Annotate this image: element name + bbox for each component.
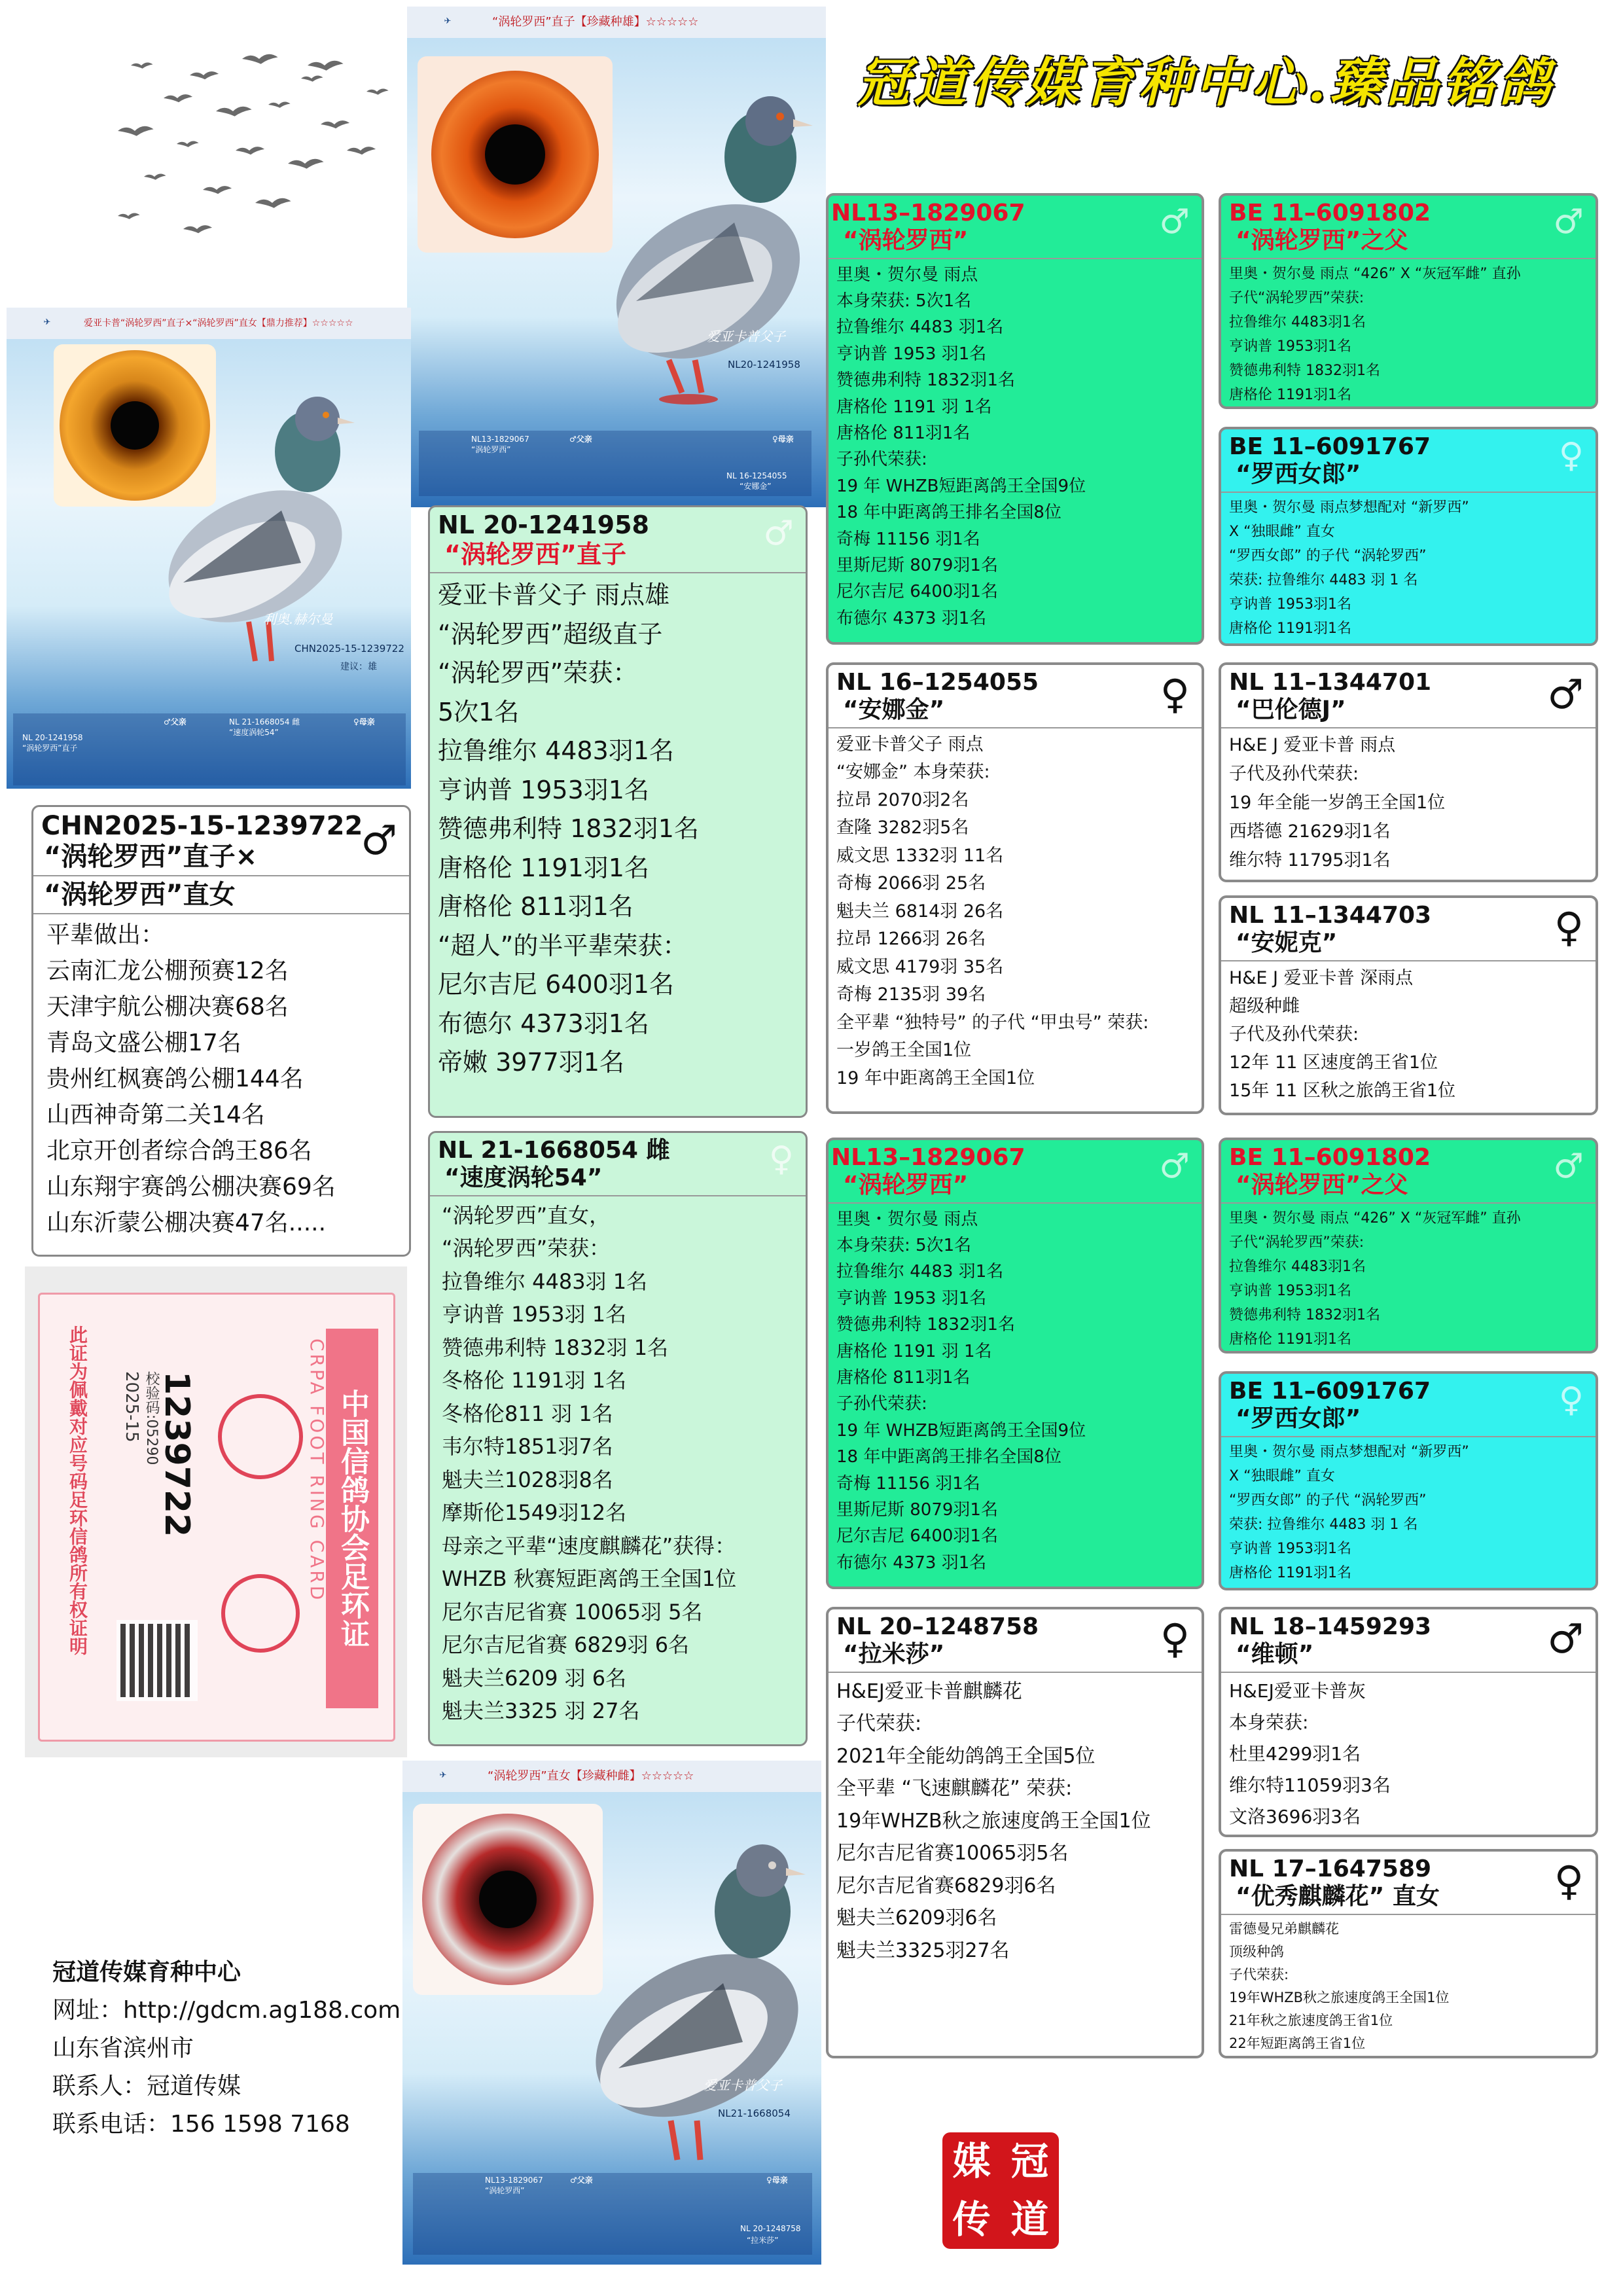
granddam-2-name: “拉米莎” — [843, 1641, 945, 1668]
achievement-line: 唐格伦 1191羽1名 — [438, 853, 649, 882]
strip-sire-ring: NL13-1829067 — [485, 2176, 543, 2185]
achievement-line: 亨讷普 1953羽1名 — [1229, 338, 1351, 355]
dam-name: “速度涡轮54” — [444, 1164, 603, 1192]
achievement-line: 里奥・贺尔曼 雨点 “426” X “灰冠军雌” 直孙 — [1229, 1210, 1521, 1227]
male-icon: ♂ — [361, 816, 397, 864]
achievement-line: 冬格伦 1191羽 1名 — [442, 1368, 627, 1393]
achievement-line: H&E J 爱亚卡普 深雨点 — [1229, 967, 1414, 988]
bird-silhouette — [118, 213, 140, 219]
achievement-line: 奇梅 11156 羽1名 — [836, 529, 980, 549]
achievement-line: 亨讷普 1953 羽1名 — [836, 344, 987, 364]
achievement-line: 唐格伦 811羽1名 — [438, 892, 633, 922]
achievement-line: 里奥・贺尔曼 雨点梦想配对 “新罗西” — [1229, 1443, 1469, 1460]
achievement-line: 顶级种鸽 — [1229, 1943, 1284, 1960]
bird-silhouette — [347, 147, 376, 154]
contact-block — [52, 1954, 401, 2144]
photo-pedigree-strip — [413, 2173, 812, 2255]
achievement-line: 19 年中距离鸽王全国1位 — [836, 1067, 1035, 1088]
contact-title: 冠道传媒育种中心 — [52, 1959, 241, 1986]
achievement-line: 唐格伦 1191羽1名 — [1229, 386, 1351, 403]
achievement-line: 本身荣获: 5次1名 — [836, 1235, 972, 1255]
contact-website[interactable]: 网址：http://gdcm.ag188.com — [52, 1997, 401, 2024]
ggd4-achievements — [1229, 1918, 1588, 2055]
achievement-line: 山东翔宇赛鸽公棚决赛69名 — [46, 1174, 336, 1200]
bird-silhouette — [366, 89, 389, 95]
ggs2-name: “巴伦德J” — [1236, 696, 1346, 724]
strip-sire-ring: NL 20-1241958 — [22, 733, 83, 742]
achievement-line: 亨讷普 1953 羽1名 — [836, 1288, 987, 1308]
bird-silhouette — [301, 76, 323, 82]
sire-ring: NL 20-1241958 — [438, 511, 649, 539]
contact-address: 山东省滨州市 — [52, 2035, 194, 2062]
achievement-line: “涡轮罗西”直女， — [442, 1202, 611, 1228]
achievement-line: 2021年全能幼鸽鸽王全国5位 — [836, 1744, 1096, 1768]
achievement-line: 唐格伦 1191羽1名 — [1229, 1564, 1351, 1581]
achievement-line: 本身荣获: 5次1名 — [836, 291, 972, 311]
cert-title-en: CRPA FOOT RING CARD — [306, 1338, 328, 1603]
achievement-line: 云南汇龙公棚预赛12名 — [46, 958, 289, 984]
achievement-line: 子代“涡轮罗西”荣获: — [1229, 1234, 1364, 1251]
photo-card-top — [407, 7, 826, 507]
male-icon: ♂ — [1159, 202, 1190, 242]
pigeon-illustration — [573, 1833, 821, 2173]
cert-year: 2025-15 — [122, 1371, 141, 1443]
achievement-line: 拉鲁维尔 4483 羽1名 — [836, 317, 1004, 338]
female-icon: ♀ — [1558, 436, 1584, 475]
achievement-line: 唐格伦 811羽1名 — [836, 423, 971, 444]
bird-silhouette — [268, 102, 291, 108]
strip-dam-ring: NL 20-1248758 — [740, 2224, 801, 2233]
ggd3-achievements — [1229, 1440, 1588, 1585]
achievement-line: 唐格伦 1191 羽 1名 — [836, 1341, 992, 1361]
grandsire-name: “涡轮罗西” — [843, 227, 969, 255]
flying-birds-decoration — [92, 52, 419, 255]
achievement-line: 19年WHZB秋之旅速度鸽王全国1位 — [836, 1809, 1151, 1833]
brand-logo: ✈ — [444, 16, 452, 26]
great-grandsire-card — [1219, 193, 1598, 409]
female-icon: ♀ — [1160, 1615, 1190, 1662]
achievement-line: 尼尔吉尼 6400羽1名 — [836, 582, 998, 602]
achievement-line: 全平辈 “独特号” 的子代 “甲虫号” 荣获: — [836, 1012, 1149, 1033]
achievement-line: 尼尔吉尼省赛10065羽5名 — [836, 1842, 1069, 1865]
achievement-line: 魁夫兰 6814羽 26名 — [836, 901, 1004, 922]
strip-dam-name: “速度涡轮54” — [229, 728, 279, 737]
bird-silhouette — [321, 120, 349, 128]
achievement-line: 里斯尼斯 8079羽1名 — [836, 556, 998, 576]
achievement-line: 亨讷普 1953羽1名 — [1229, 1282, 1351, 1299]
ggd4-card — [1219, 1849, 1598, 2058]
achievement-line: 尼尔吉尼 6400羽1名 — [836, 1526, 998, 1547]
strip-dam-tag: ♀母亲 — [353, 717, 375, 726]
photo-ring-number: NL21-1668054 — [718, 2108, 791, 2119]
granddam-achievements — [836, 731, 1194, 1093]
achievement-line: 尼尔吉尼省赛 10065羽 5名 — [442, 1599, 703, 1624]
achievement-line: 唐格伦 1191羽1名 — [1229, 1331, 1351, 1348]
strip-sire-tag: ♂父亲 — [570, 2176, 593, 2185]
photo-header: ✈ “涡轮罗西”直子【珍藏种雄】☆☆☆☆☆ — [407, 7, 826, 38]
achievement-line: 21年秋之旅速度鸽王省1位 — [1229, 2012, 1393, 2028]
ggd-ring: BE 11–6091767 — [1229, 433, 1431, 460]
ggs4-name: “维顿” — [1236, 1641, 1314, 1668]
ggs2-achievements — [1229, 731, 1588, 875]
grandsire-2-card — [826, 1138, 1204, 1589]
achievement-line: 赞德弗利特 1832羽1名 — [836, 370, 1015, 391]
ggd4-name: “优秀麒麟花” 直女 — [1236, 1883, 1440, 1910]
grandsire-2-achievements — [836, 1206, 1194, 1577]
strip-sire-ring: NL13-1829067 — [471, 435, 529, 444]
ggs2-ring: NL 11–1344701 — [1229, 669, 1432, 696]
achievement-line: 里奥・贺尔曼 雨点 “426” X “灰冠军雌” 直孙 — [1229, 265, 1521, 282]
achievement-line: 子孙代荣获: — [836, 450, 927, 470]
achievement-line: 拉昂 1266羽 26名 — [836, 929, 986, 950]
achievement-line: 尼尔吉尼省赛 6829羽 6名 — [442, 1632, 690, 1658]
photo-ring-number: NL20-1241958 — [728, 359, 800, 370]
achievement-line: 拉鲁维尔 4483 羽1名 — [836, 1262, 1004, 1282]
ggd3-ring: BE 11–6091767 — [1229, 1378, 1431, 1405]
achievement-line: H&E J 爱亚卡普 雨点 — [1229, 734, 1396, 755]
ggs-achievements — [1229, 262, 1588, 407]
crpa-logo-1 — [218, 1394, 303, 1479]
achievement-line: 天津宇航公棚决赛68名 — [46, 994, 289, 1020]
achievement-line: 贵州红枫赛鸽公棚144名 — [46, 1066, 304, 1092]
bird-silhouette — [288, 159, 324, 169]
achievement-line: 威文思 1332羽 11名 — [836, 845, 1004, 866]
ggs-ring: BE 11–6091802 — [1229, 200, 1431, 226]
achievement-line: 奇梅 2135羽 39名 — [836, 984, 986, 1005]
achievement-line: 摩斯伦1549羽12名 — [442, 1500, 627, 1526]
offspring-name-2: “涡轮罗西”直女 — [44, 880, 236, 910]
sire-name: “涡轮罗西”直子 — [444, 539, 626, 569]
ggd-name: “罗西女郎” — [1236, 461, 1361, 488]
bird-silhouette — [216, 107, 252, 117]
grandsire-card — [826, 193, 1204, 645]
achievement-line: 爱亚卡普父子 雨点雄 — [438, 581, 670, 610]
granddam-card — [826, 662, 1204, 1114]
ggd3-name: “罗西女郎” — [1236, 1405, 1361, 1433]
male-icon: ♂ — [1159, 1147, 1190, 1186]
achievement-line: 尼尔吉尼 6400羽1名 — [438, 970, 674, 999]
achievement-line: 唐格伦 1191羽1名 — [1229, 620, 1351, 637]
watermark-text: 利奥.赫尔曼 — [263, 611, 333, 627]
achievement-line: 19 年全能一岁鸽王全国1位 — [1229, 792, 1446, 813]
photo-header: ✈ 爱亚卡普“涡轮罗西”直子×“涡轮罗西”直女【鼎力推荐】☆☆☆☆☆ — [7, 308, 411, 339]
achievement-line: 子代荣获: — [1229, 1966, 1289, 1982]
sire-card — [428, 505, 808, 1118]
foot-ring-certificate — [25, 1266, 407, 1757]
achievement-line: 15年 11 区秋之旅鸽王省1位 — [1229, 1080, 1456, 1101]
achievement-line: 冬格伦811 羽 1名 — [442, 1401, 613, 1426]
achievement-line: 12年 11 区速度鸽王省1位 — [1229, 1052, 1438, 1073]
achievement-line: 唐格伦 1191 羽 1名 — [836, 397, 992, 417]
achievement-line: 杜里4299羽1名 — [1229, 1742, 1361, 1765]
achievement-line: 唐格伦 811羽1名 — [836, 1368, 971, 1388]
achievement-line: 魁夫兰6209羽6名 — [836, 1907, 997, 1930]
achievement-line: 拉鲁维尔 4483羽1名 — [1229, 1258, 1366, 1275]
strip-dam-tag: ♀母亲 — [766, 2176, 788, 2185]
achievement-line: 青岛文盛公棚17名 — [46, 1030, 241, 1056]
achievement-line: 威文思 4179羽 35名 — [836, 956, 1004, 977]
ggs-name: “涡轮罗西”之父 — [1236, 227, 1408, 255]
watermark-text: 爱亚卡普父子 — [707, 329, 785, 344]
bird-silhouette — [144, 174, 166, 180]
achievement-line: 子孙代荣获: — [836, 1394, 927, 1414]
granddam-ring: NL 16–1254055 — [836, 669, 1039, 696]
bird-silhouette — [183, 225, 212, 233]
achievement-line: 赞德弗利特 1832羽1名 — [836, 1315, 1015, 1335]
granddam-name: “安娜金” — [843, 696, 945, 724]
achievement-line: “超人”的半平辈荣获： — [438, 931, 688, 960]
offspring-ring: CHN2025-15-1239722 — [41, 811, 363, 841]
bird-silhouette — [242, 54, 278, 64]
achievement-line: 超级种雌 — [1229, 996, 1300, 1016]
achievement-line: 布德尔 4373羽1名 — [438, 1009, 649, 1038]
achievement-line: 维尔特11059羽3名 — [1229, 1774, 1391, 1796]
achievement-line: 文洛3696羽3名 — [1229, 1805, 1361, 1827]
achievement-line: 布德尔 4373 羽1名 — [836, 1552, 987, 1573]
bird-silhouette — [255, 198, 291, 208]
photo-card-left — [7, 308, 411, 789]
ggd2-name: “安妮克” — [1236, 929, 1338, 957]
bird-silhouette — [131, 63, 153, 69]
bird-silhouette — [190, 71, 219, 79]
achievement-line: 查隆 3282羽5名 — [836, 817, 969, 838]
achievement-line: 本身荣获: — [1229, 1711, 1309, 1733]
strip-sire-name: “涡轮罗西”直子 — [22, 744, 78, 753]
granddam-2-achievements — [836, 1676, 1194, 1967]
ggs4-achievements — [1229, 1676, 1588, 1833]
bird-silhouette — [118, 126, 154, 136]
pigeon-illustration — [157, 386, 386, 674]
achievement-line: “罗西女郎” 的子代 “涡轮罗西” — [1229, 1492, 1427, 1509]
strip-sire-name: “涡轮罗西” — [485, 2186, 525, 2195]
achievement-line: 维尔特 11795羽1名 — [1229, 850, 1391, 870]
cert-title-cn: 中国信鸽协会足环证 — [326, 1329, 378, 1708]
offspring-achievements — [41, 917, 401, 1241]
achievement-line: 帝嫩 3977羽1名 — [438, 1048, 624, 1077]
achievement-line: 子代“涡轮罗西”荣获: — [1229, 289, 1364, 306]
achievement-line: 爱亚卡普父子 雨点 — [836, 734, 984, 755]
ggd2-card — [1219, 895, 1598, 1115]
achievement-line: 奇梅 2066羽 25名 — [836, 873, 986, 894]
achievement-line: 19 年 WHZB短距离鸽王全国9位 — [836, 476, 1086, 496]
achievement-line: 荣获: 拉鲁维尔 4483 羽 1 名 — [1229, 1516, 1418, 1533]
achievement-line: “涡轮罗西”超级直子 — [438, 619, 663, 649]
strip-dam-ring: NL 16-1254055 — [726, 471, 787, 480]
achievement-line: X “独眼雌” 直女 — [1229, 1467, 1335, 1484]
dam-achievements — [438, 1199, 798, 1728]
achievement-line: 尼尔吉尼省赛6829羽6名 — [836, 1874, 1056, 1897]
red-seal-stamp: 媒 冠 传 道 — [942, 2132, 1059, 2249]
achievement-line: 平辈做出： — [46, 922, 165, 948]
strip-dam-tag: ♀母亲 — [772, 435, 794, 444]
achievement-line: 拉鲁维尔 4483羽1名 — [438, 736, 674, 766]
cert-side-text: 此证为佩戴对应号码足环信鸽所有权证明 — [67, 1325, 88, 1655]
dam-card — [428, 1131, 808, 1746]
ggd2-achievements — [1229, 964, 1588, 1105]
achievement-line: 里奥・贺尔曼 雨点 — [836, 1209, 978, 1229]
achievement-line: 22年短距离鸽王省1位 — [1229, 2035, 1366, 2051]
bird-silhouette — [177, 141, 199, 147]
achievement-line: 雷德曼兄弟麒麟花 — [1229, 1920, 1339, 1937]
contact-phone: 联系电话：156 1598 7168 — [52, 2111, 350, 2138]
achievement-line: 山东沂蒙公棚决赛47名..... — [46, 1210, 327, 1236]
male-icon: ♂ — [1547, 1615, 1584, 1662]
brand-logo: ✈ — [439, 1770, 447, 1780]
photo-note: 建议：雄 — [340, 662, 377, 672]
bird-silhouette — [308, 61, 344, 71]
male-icon: ♂ — [763, 514, 794, 553]
achievement-line: 子代及孙代荣获: — [1229, 763, 1359, 784]
achievement-line: 亨讷普 1953羽 1名 — [442, 1302, 627, 1327]
achievement-line: 赞德弗利特 1832羽 1名 — [442, 1335, 669, 1360]
achievement-line: 19年WHZB秋之旅速度鸽王全国1位 — [1229, 1989, 1450, 2005]
sire-achievements — [438, 576, 798, 1083]
ggs3-name: “涡轮罗西”之父 — [1236, 1172, 1408, 1199]
ggs4-ring: NL 18–1459293 — [1229, 1613, 1432, 1640]
achievement-line: WHZB 秋赛短距离鸽王全国1位 — [442, 1566, 737, 1592]
achievement-line: “涡轮罗西”荣获： — [442, 1236, 611, 1261]
achievement-line: 子代荣获: — [836, 1712, 922, 1736]
achievement-line: H&EJ爱亚卡普灰 — [1229, 1679, 1366, 1702]
achievement-line: “罗西女郎” 的子代 “涡轮罗西” — [1229, 547, 1427, 564]
grandsire-2-ring: NL13–1829067 — [831, 1144, 1026, 1171]
achievement-line: 子代及孙代荣获: — [1229, 1024, 1359, 1045]
achievement-line: 18 年中距离鸽王排名全国8位 — [836, 503, 1061, 523]
ggs3-card — [1219, 1138, 1598, 1354]
watermark-text: 爱亚卡普父子 — [704, 2077, 782, 2093]
achievement-line: 山西神奇第二关14名 — [46, 1102, 265, 1128]
male-icon: ♂ — [1553, 202, 1584, 242]
achievement-line: “安娜金” 本身荣获: — [836, 762, 990, 783]
achievement-line: 亨讷普 1953羽1名 — [438, 775, 649, 804]
female-icon: ♀ — [1558, 1380, 1584, 1420]
granddam-2-card — [826, 1607, 1204, 2058]
ggs4-card — [1219, 1607, 1598, 1837]
achievement-line: 赞德弗利特 1832羽1名 — [1229, 1306, 1380, 1323]
eye-photo — [418, 56, 613, 253]
crpa-logo-2 — [221, 1574, 300, 1653]
achievement-line: 全平辈 “飞速麒麟花” 荣获: — [836, 1777, 1073, 1801]
brand-logo: ✈ — [43, 317, 51, 327]
strip-sire-tag: ♂父亲 — [164, 717, 187, 726]
achievement-line: 拉鲁维尔 4483羽1名 — [1229, 314, 1366, 331]
female-icon: ♀ — [1160, 670, 1190, 718]
achievement-line: X “独眼雌” 直女 — [1229, 523, 1335, 540]
ggd3-card — [1219, 1371, 1598, 1590]
achievement-line: “涡轮罗西”荣获： — [438, 658, 638, 688]
grandsire-ring: NL13–1829067 — [831, 200, 1026, 226]
achievement-line: 里奥・贺尔曼 雨点梦想配对 “新罗西” — [1229, 499, 1469, 516]
achievement-line: 魁夫兰3325羽27名 — [836, 1939, 1010, 1962]
photo-pedigree-strip — [13, 713, 406, 785]
achievement-line: 拉昂 2070羽2名 — [836, 789, 969, 810]
cert-code: 校验码:05290 — [143, 1371, 160, 1465]
achievement-line: 18 年中距离鸽王排名全国8位 — [836, 1447, 1061, 1467]
bird-silhouette — [236, 147, 264, 154]
female-icon: ♀ — [768, 1139, 794, 1179]
achievement-line: H&EJ爱亚卡普麒麟花 — [836, 1679, 1022, 1703]
achievement-line: 里斯尼斯 8079羽1名 — [836, 1500, 998, 1520]
grandsire-2-name: “涡轮罗西” — [843, 1172, 969, 1199]
male-icon: ♂ — [1547, 670, 1584, 718]
achievement-line: 布德尔 4373 羽1名 — [836, 608, 987, 628]
bird-silhouette — [203, 186, 232, 194]
offspring-name-1: “涡轮罗西”直子× — [44, 842, 258, 872]
achievement-line: 北京开创者综合鸽王86名 — [46, 1138, 312, 1164]
achievement-line: 奇梅 11156 羽1名 — [836, 1473, 980, 1494]
ggd4-ring: NL 17–1647589 — [1229, 1856, 1432, 1882]
achievement-line: 赞德弗利特 1832羽1名 — [438, 814, 699, 844]
photo-card-bottom — [402, 1761, 821, 2265]
female-icon: ♀ — [1554, 1857, 1584, 1905]
grandsire-achievements — [836, 262, 1194, 632]
achievement-line: 19 年 WHZB短距离鸽王全国9位 — [836, 1420, 1086, 1441]
ggs3-ring: BE 11–6091802 — [1229, 1144, 1431, 1171]
ggd2-ring: NL 11–1344703 — [1229, 902, 1432, 929]
qr-code — [116, 1620, 198, 1701]
achievement-line: 5次1名 — [438, 697, 520, 726]
great-granddam-card — [1219, 427, 1598, 646]
achievement-line: 西塔德 21629羽1名 — [1229, 821, 1391, 842]
female-icon: ♀ — [1554, 903, 1584, 951]
achievement-line: 魁夫兰6209 羽 6名 — [442, 1665, 627, 1691]
photo-pedigree-strip — [419, 431, 812, 496]
strip-dam-ring: NL 21-1668054 雌 — [229, 717, 300, 726]
achievement-line: 韦尔特1851羽7名 — [442, 1434, 613, 1460]
ggs3-achievements — [1229, 1206, 1588, 1352]
headline: 冠道传媒育种中心.臻品铭鸽 — [857, 52, 1555, 113]
strip-dam-name: “拉米莎” — [747, 2236, 779, 2245]
achievement-line: 拉鲁维尔 4483羽 1名 — [442, 1268, 648, 1294]
achievement-line: 母亲之平辈“速度麒麟花”获得： — [442, 1533, 736, 1558]
achievement-line: 魁夫兰3325 羽 27名 — [442, 1698, 640, 1724]
achievement-line: 魁夫兰1028羽8名 — [442, 1467, 613, 1492]
dam-ring: NL 21-1668054 雌 — [438, 1137, 670, 1164]
achievement-line: 一岁鸽王全国1位 — [836, 1040, 972, 1061]
granddam-2-ring: NL 20–1248758 — [836, 1613, 1039, 1640]
ggs2-card — [1219, 662, 1598, 882]
contact-person: 联系人：冠道传媒 — [52, 2073, 241, 2100]
offspring-card — [31, 805, 411, 1257]
achievement-line: 荣获: 拉鲁维尔 4483 羽 1 名 — [1229, 571, 1418, 588]
strip-dam-name: “安娜金” — [740, 482, 772, 491]
photo-ring-number: CHN2025-15-1239722 — [294, 643, 404, 655]
achievement-line: 里奥・贺尔曼 雨点 — [836, 264, 978, 285]
photo-header: ✈ “涡轮罗西”直女【珍藏种雌】☆☆☆☆☆ — [402, 1761, 821, 1792]
strip-sire-tag: ♂父亲 — [569, 435, 592, 444]
achievement-line: 赞德弗利特 1832羽1名 — [1229, 362, 1380, 379]
bird-silhouette — [164, 94, 192, 102]
ggd-achievements — [1229, 495, 1588, 641]
achievement-line: 亨讷普 1953羽1名 — [1229, 1540, 1351, 1557]
strip-sire-name: “涡轮罗西” — [471, 445, 511, 454]
male-icon: ♂ — [1553, 1147, 1584, 1186]
achievement-line: 亨讷普 1953羽1名 — [1229, 596, 1351, 613]
cert-number: 1239722 — [157, 1371, 196, 1537]
